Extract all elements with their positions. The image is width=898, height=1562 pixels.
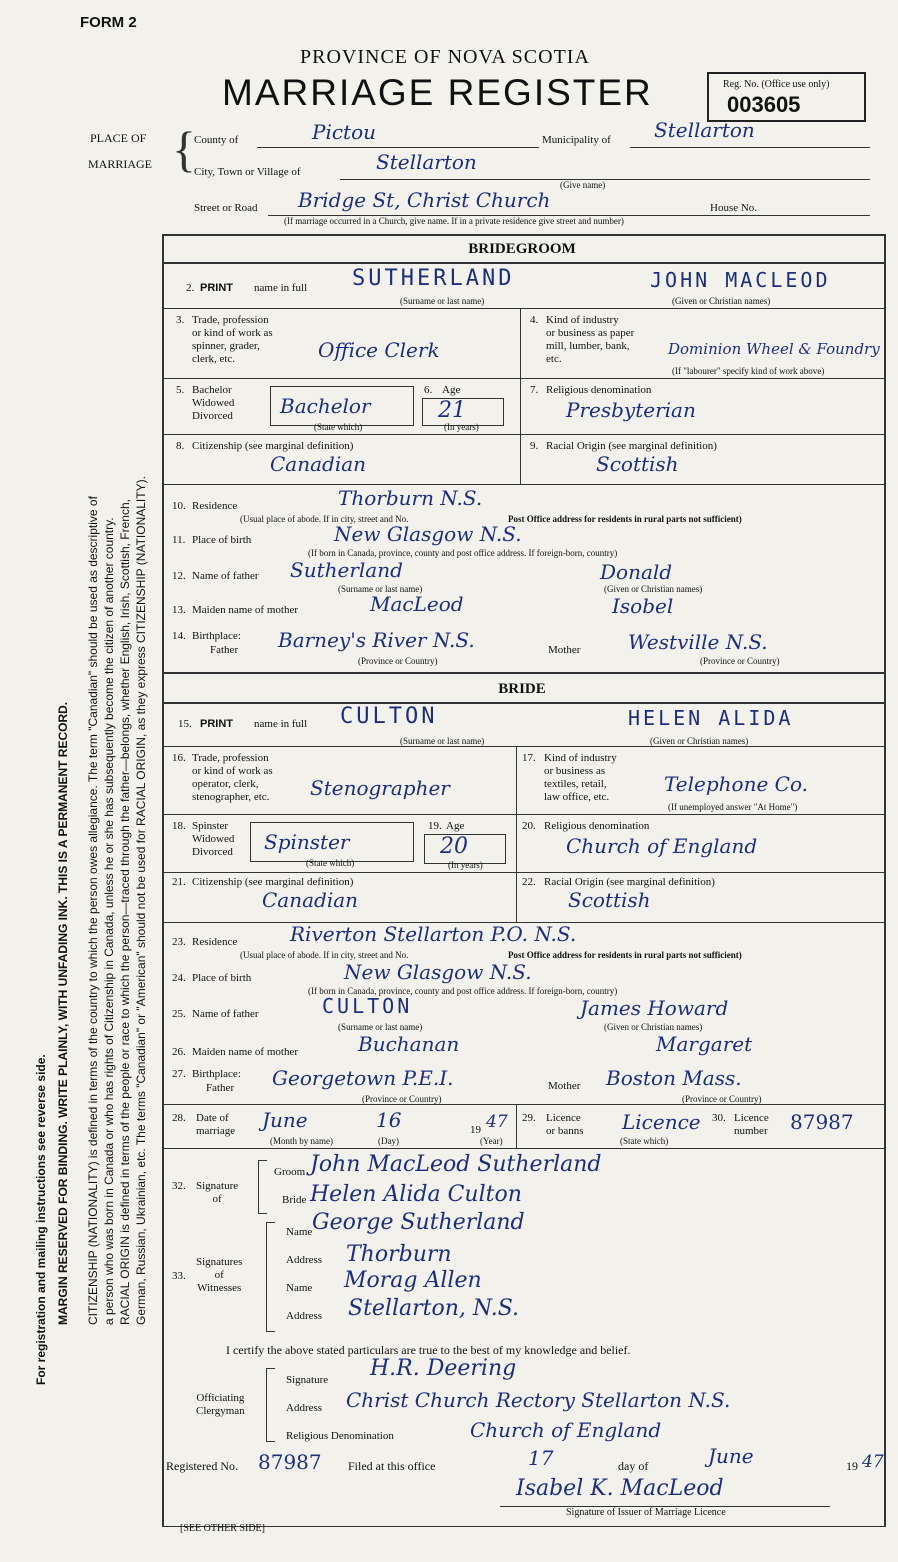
form-label: FORM 2 (80, 14, 137, 31)
bride-vdiv-1 (516, 746, 517, 814)
field-12-number: 12. (172, 570, 186, 582)
field-8-number: 8. (176, 440, 185, 452)
bride-vdiv-2 (516, 814, 517, 872)
witness-label: Signatures of Witnesses (196, 1256, 243, 1294)
groom-age-label: Age (442, 384, 461, 396)
groom-status-label: Bachelor Widowed Divorced (192, 384, 235, 422)
groom-mother-label: Maiden name of mother (192, 604, 298, 616)
bride-surname-caption: (Surname or last name) (400, 736, 485, 746)
bride-birth-caption: (If born in Canada, province, county and post office address. If foreign-born, country) (308, 986, 618, 996)
groom-mother-given: Isobel (612, 594, 674, 618)
groom-mother-surname: MacLeod (370, 592, 464, 616)
bridegroom-header: BRIDEGROOM (468, 241, 576, 257)
field-20-number: 20. (522, 820, 536, 832)
filed-year-prefix: 19 (846, 1459, 858, 1473)
place-label-2: MARRIAGE (88, 157, 153, 171)
bride-status: Spinster (264, 830, 350, 854)
field-9-number: 9. (530, 440, 539, 452)
margin-line-2: MARGIN RESERVED FOR BINDING. WRITE PLAINLY, WITH UNFADING INK. THIS IS A PERMANENT RECORD. (56, 701, 70, 1325)
field-11-number: 11. (172, 534, 186, 546)
issuer-signature: Isabel K. MacLeod (516, 1476, 724, 1501)
marriage-year: 47 (486, 1112, 508, 1132)
margin-line-1: For registration and mailing instructions see reverse side. (34, 1054, 48, 1385)
bride-age: 20 (440, 834, 468, 859)
field-21-number: 21. (172, 876, 186, 888)
groom-birthplace-father-label: Father (210, 644, 239, 656)
groom-hr-4 (162, 434, 884, 435)
clergy-brace (266, 1368, 275, 1442)
groom-hr-3 (162, 378, 884, 379)
witness1-name: George Sutherland (312, 1210, 525, 1235)
groom-mother-province-caption: (Province or Country) (700, 656, 780, 666)
groom-residence: Thorburn N.S. (338, 486, 483, 510)
groom-bottom-hr (162, 672, 884, 674)
groom-surname: SUTHERLAND (352, 266, 515, 291)
bride-vdiv-3 (516, 872, 517, 922)
field-32-number: 32. (172, 1180, 186, 1192)
bride-birthplace-label: Birthplace: (192, 1068, 241, 1080)
municipality-label: Municipality of (542, 134, 611, 146)
clergy-address: Christ Church Rectory Stellarton N.S. (346, 1388, 731, 1412)
field-29-number: 29. (522, 1112, 536, 1124)
place-label-1: PLACE OF (90, 131, 147, 145)
groom-sig-label: Groom (274, 1166, 306, 1178)
groom-vdiv-3 (520, 434, 521, 484)
witness-brace (266, 1222, 275, 1332)
marriage-month: June (262, 1108, 308, 1132)
field-28-number: 28. (172, 1112, 186, 1124)
bride-status-label: Spinster Widowed Divorced (192, 820, 235, 858)
bride-religion-label: Religious denomination (544, 820, 650, 832)
province-heading: PROVINCE OF NOVA SCOTIA (300, 46, 590, 68)
field-16-number: 16. (172, 752, 186, 764)
filed-label: Filed at this office (348, 1459, 436, 1473)
groom-vdiv-1 (520, 308, 521, 378)
groom-religion: Presbyterian (566, 398, 696, 422)
county-value: Pictou (312, 120, 377, 144)
bride-racial-label: Racial Origin (see marginal definition) (544, 876, 715, 888)
field-26-number: 26. (172, 1046, 186, 1058)
bride-residence-caption-2: Post Office address for residents in rural parts not sufficient) (508, 950, 742, 960)
licence-caption: (State which) (620, 1136, 669, 1146)
field-33-number: 33. (172, 1270, 186, 1282)
field-2-number: 2. (186, 282, 195, 294)
place-brace: { (172, 121, 196, 177)
certify-statement: I certify the above stated particulars are true to the best of my knowledge and belief. (226, 1343, 631, 1357)
bride-industry: Telephone Co. (664, 772, 809, 796)
date-vdiv (516, 1104, 517, 1148)
groom-status-caption: (State which) (314, 422, 363, 432)
city-label: City, Town or Village of (194, 166, 301, 178)
field-7-number: 7. (530, 384, 539, 396)
margin-line-6: German, Russian, Ukrainian, etc. The terms "Canadian" or "American" should not be used for RACIAL ORIGIN, as they express CITIZENSHIP (NATIONALITY). (134, 476, 148, 1325)
bride-hr-4 (162, 872, 884, 873)
city-value: Stellarton (376, 150, 477, 174)
signature-label: Signature of (196, 1180, 239, 1205)
street-label: Street or Road (194, 202, 258, 214)
witness2-address: Stellarton, N.S. (348, 1296, 519, 1321)
groom-birth: New Glasgow N.S. (334, 522, 522, 546)
groom-residence-caption-2: Post Office address for residents in rural parts not sufficient) (508, 514, 742, 524)
clergy-signature-label: Signature (286, 1374, 329, 1386)
bride-industry-label: Kind of industry or business as textiles, retail, law office, etc. (544, 752, 617, 803)
groom-birthplace-mother-label: Mother (548, 644, 581, 656)
street-note: (If marriage occurred in a Church, give name. If in a private residence give street and number) (284, 216, 624, 226)
bride-bottom-hr (162, 1104, 884, 1105)
bride-hr-3 (162, 814, 884, 815)
reg-number: 003605 (727, 92, 801, 117)
issuer-caption: Signature of Issuer of Marriage Licence (566, 1507, 726, 1518)
field-17-number: 17. (522, 752, 536, 764)
house-label: House No. (710, 202, 758, 214)
registered-label: Registered No. (166, 1459, 238, 1473)
groom-father-given: Donald (600, 560, 673, 584)
groom-given: JOHN MACLEOD (650, 268, 831, 292)
bride-signature: Helen Alida Culton (310, 1182, 522, 1207)
bride-mother-birthplace: Boston Mass. (606, 1066, 742, 1090)
bride-birthplace-father-label: Father (206, 1082, 235, 1094)
groom-father-birthplace: Barney's River N.S. (278, 628, 475, 652)
groom-father-surname-caption: (Surname or last name) (338, 584, 423, 594)
witness2-name-label: Name (286, 1282, 313, 1294)
county-label: County of (194, 134, 239, 146)
groom-signature: John MacLeod Sutherland (310, 1152, 602, 1177)
see-other-side: [SEE OTHER SIDE] (180, 1523, 265, 1534)
bride-residence-label: Residence (192, 936, 238, 948)
groom-industry: Dominion Wheel & Foundry (668, 340, 880, 358)
year-caption: (Year) (480, 1136, 503, 1146)
bride-print-label: PRINT (200, 718, 233, 730)
clergy-denomination-label: Religious Denomination (286, 1430, 394, 1442)
clergy-label: Officiating Clergyman (196, 1392, 245, 1417)
witness2-address-label: Address (286, 1310, 323, 1322)
field-27-number: 27. (172, 1068, 186, 1080)
bride-residence: Riverton Stellarton P.O. N.S. (290, 922, 577, 946)
licence-label: Licence or banns (546, 1112, 584, 1137)
groom-hr-1 (162, 262, 884, 264)
bride-father-surname: CULTON (322, 994, 413, 1018)
margin-line-5: RACIAL ORIGIN is defined in terms of the people or race to which the person—traced through the father—belongs, whether English, Irish, Scottish, French, (118, 499, 132, 1325)
bride-father-label: Name of father (192, 1008, 259, 1020)
bride-mother-surname: Buchanan (358, 1032, 460, 1056)
filed-month: June (708, 1444, 754, 1468)
groom-racial-label: Racial Origin (see marginal definition) (546, 440, 717, 452)
margin-line-4: a person who was born in Canada or who has rights of Citizenship in Canada, unless he or she has subsequently become the citizen of another country. (102, 517, 116, 1325)
bride-hr-1 (162, 702, 884, 704)
bride-citizenship: Canadian (262, 888, 359, 912)
groom-status: Bachelor (280, 394, 371, 418)
bride-father-given: James Howard (580, 996, 729, 1020)
registered-number: 87987 (258, 1450, 322, 1474)
groom-trade: Office Clerk (318, 338, 440, 362)
groom-hr-2 (162, 308, 884, 309)
bride-mother-province-caption: (Province or Country) (682, 1094, 762, 1104)
month-caption: (Month by name) (270, 1136, 333, 1146)
witness1-address: Thorburn (346, 1242, 452, 1267)
licence-number-label: Licence number (734, 1112, 769, 1137)
filed-day-label: day of (618, 1459, 649, 1473)
groom-given-caption: (Given or Christian names) (672, 296, 771, 306)
bride-name-label: name in full (254, 718, 308, 730)
groom-industry-label: Kind of industry or business as paper mill, lumber, bank, etc. (546, 314, 635, 365)
licence-number: 87987 (790, 1110, 854, 1134)
groom-age-caption: (In years) (444, 422, 479, 432)
groom-father-province-caption: (Province or Country) (358, 656, 438, 666)
bride-father-birthplace: Georgetown P.E.I. (272, 1066, 454, 1090)
groom-hr-5 (162, 484, 884, 485)
municipality-value: Stellarton (654, 118, 755, 142)
field-30-number: 30. (712, 1112, 726, 1124)
clergy-denomination: Church of England (470, 1418, 662, 1442)
field-18-number: 18. (172, 820, 186, 832)
bride-citizenship-label: Citizenship (see marginal definition) (192, 876, 354, 888)
bride-age-caption: (In years) (448, 860, 483, 870)
signature-brace (258, 1160, 267, 1214)
groom-father-given-caption: (Given or Christian names) (604, 584, 703, 594)
groom-residence-caption-1: (Usual place of abode. If in city, street and No. (240, 514, 409, 524)
groom-birthplace-label: Birthplace: (192, 630, 241, 642)
date-label: Date of marriage (196, 1112, 236, 1137)
bride-status-caption: (State which) (306, 858, 355, 868)
groom-birth-caption: (If born in Canada, province, county and post office address. If foreign-born, country) (308, 548, 618, 558)
groom-birth-label: Place of birth (192, 534, 252, 546)
groom-mother-birthplace: Westville N.S. (628, 630, 768, 654)
groom-vdiv-2 (520, 378, 521, 434)
field-5-number: 5. (176, 384, 185, 396)
groom-residence-label: Residence (192, 500, 238, 512)
bride-industry-caption: (If unemployed answer "At Home") (668, 802, 798, 812)
witness1-name-label: Name (286, 1226, 313, 1238)
field-25-number: 25. (172, 1008, 186, 1020)
witness1-address-label: Address (286, 1254, 323, 1266)
groom-racial: Scottish (596, 452, 679, 476)
date-bottom-hr (162, 1148, 884, 1149)
bride-father-given-caption: (Given or Christian names) (604, 1022, 703, 1032)
groom-industry-caption: (If "labourer" specify kind of work above) (672, 366, 825, 376)
bride-birth: New Glasgow N.S. (344, 960, 532, 984)
field-24-number: 24. (172, 972, 186, 984)
bride-racial: Scottish (568, 888, 651, 912)
groom-trade-label: Trade, profession or kind of work as spinner, grader, clerk, etc. (192, 314, 273, 365)
field-6-number: 6. (424, 384, 433, 396)
bride-given-caption: (Given or Christian names) (650, 736, 749, 746)
reg-label: Reg. No. (Office use only) (723, 79, 830, 90)
street-value: Bridge St, Christ Church (298, 188, 551, 212)
bride-trade: Stenographer (310, 776, 450, 800)
field-3-number: 3. (176, 314, 185, 326)
bride-mother-label: Maiden name of mother (192, 1046, 298, 1058)
bride-age-label: Age (446, 820, 465, 832)
licence-value: Licence (622, 1110, 701, 1134)
bride-trade-label: Trade, profession or kind of work as operator, clerk, stenographer, etc. (192, 752, 273, 803)
marriage-year-prefix: 19 (470, 1124, 481, 1136)
field-14-number: 14. (172, 630, 186, 642)
bride-father-surname-caption: (Surname or last name) (338, 1022, 423, 1032)
groom-print-label: PRINT (200, 282, 233, 294)
field-19-number: 19. (428, 820, 442, 832)
groom-name-label: name in full (254, 282, 308, 294)
field-23-number: 23. (172, 936, 186, 948)
groom-religion-label: Religious denomination (546, 384, 652, 396)
bride-sig-label: Bride (282, 1194, 307, 1206)
bride-hr-2 (162, 746, 884, 747)
field-10-number: 10. (172, 500, 186, 512)
bride-header: BRIDE (498, 681, 546, 697)
bride-religion: Church of England (566, 834, 758, 858)
bride-given: HELEN ALIDA (628, 706, 794, 730)
filed-day: 17 (528, 1446, 554, 1470)
bride-father-province-caption: (Province or Country) (362, 1094, 442, 1104)
field-15-number: 15. (178, 718, 192, 730)
reg-number-box (707, 72, 866, 122)
field-13-number: 13. (172, 604, 186, 616)
groom-citizenship-label: Citizenship (see marginal definition) (192, 440, 354, 452)
clergy-address-label: Address (286, 1402, 323, 1414)
marriage-day: 16 (376, 1108, 402, 1132)
give-name-caption: (Give name) (560, 180, 606, 190)
groom-citizenship: Canadian (270, 452, 367, 476)
field-22-number: 22. (522, 876, 536, 888)
bride-birthplace-mother-label: Mother (548, 1080, 581, 1092)
county-line (257, 147, 539, 148)
groom-father-surname: Sutherland (290, 558, 403, 582)
bride-residence-caption-1: (Usual place of abode. If in city, street and No. (240, 950, 409, 960)
municipality-line (630, 147, 870, 148)
filed-year: 47 (862, 1452, 884, 1472)
field-4-number: 4. (530, 314, 539, 326)
bride-surname: CULTON (340, 704, 438, 729)
groom-father-label: Name of father (192, 570, 259, 582)
groom-age: 21 (438, 398, 466, 423)
bride-mother-given: Margaret (656, 1032, 753, 1056)
margin-line-3: CITIZENSHIP (NATIONALITY) is defined in terms of the country to which the person owes allegiance. The term "Canadian" should be used as descriptive of (86, 496, 100, 1325)
page-title: MARRIAGE REGISTER (222, 72, 653, 113)
clergy-signature: H.R. Deering (370, 1356, 517, 1381)
bride-birth-label: Place of birth (192, 972, 252, 984)
day-caption: (Day) (378, 1136, 399, 1146)
witness2-name: Morag Allen (344, 1268, 482, 1293)
groom-surname-caption: (Surname or last name) (400, 296, 485, 306)
